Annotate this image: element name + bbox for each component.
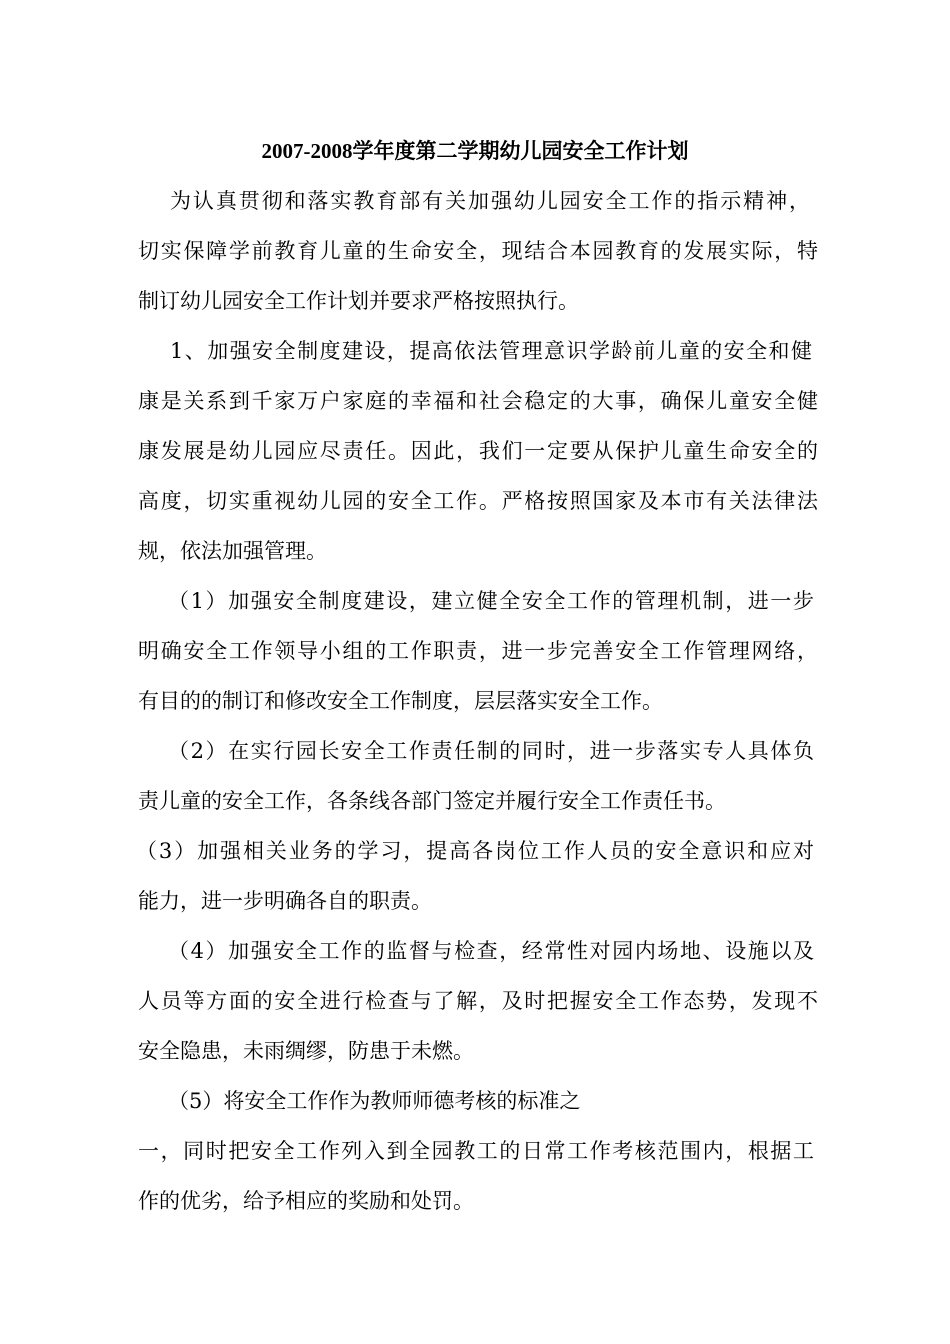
paragraph-line: 规，依法加强管理。 [138,539,327,563]
paragraph-line: 安全隐患，未雨绸缪，防患于未燃。 [138,1039,474,1063]
paragraph-line: （2）在实行园长安全工作责任制的同时，进一步落实专人具体负 [168,739,814,763]
paragraph-line: （1）加强安全制度建设，建立健全安全工作的管理机制，进一步 [168,589,814,613]
paragraph-line: 制订幼儿园安全工作计划并要求严格按照执行。 [138,289,579,313]
paragraph-line: （4）加强安全工作的监督与检查，经常性对园内场地、设施以及 [168,939,814,963]
paragraph-line: 康发展是幼儿园应尽责任。因此，我们一定要从保护儿童生命安全的 [138,439,818,463]
paragraph-line: 责儿童的安全工作，各条线各部门签定并履行安全工作责任书。 [138,789,726,813]
paragraph-line: 明确安全工作领导小组的工作职责，进一步完善安全工作管理网络， [138,639,818,663]
document-title: 2007-2008学年度第二学期幼儿园安全工作计划 [261,139,689,163]
paragraph-line: 有目的的制订和修改安全工作制度，层层落实安全工作。 [138,689,663,713]
paragraph-line: 1、加强安全制度建设，提高依法管理意识学龄前儿童的安全和健 [170,339,812,363]
paragraph-line: 一，同时把安全工作列入到全园教工的日常工作考核范围内，根据工 [138,1139,814,1163]
paragraph-line: 切实保障学前教育儿童的生命安全，现结合本园教育的发展实际，特 [138,239,818,263]
paragraph-line: 作的优劣，给予相应的奖励和处罚。 [138,1189,474,1213]
paragraph-line: 能力，进一步明确各自的职责。 [138,889,432,913]
paragraph-line: 人员等方面的安全进行检查与了解，及时把握安全工作态势，发现不 [138,989,818,1013]
paragraph-line: （5）将安全工作作为教师师德考核的标准之 [168,1089,581,1113]
paragraph-line: （3）加强相关业务的学习，提高各岗位工作人员的安全意识和应对 [136,839,814,863]
paragraph-line: 康是关系到千家万户家庭的幸福和社会稳定的大事，确保儿童安全健 [138,389,818,413]
paragraph-line: 为认真贯彻和落实教育部有关加强幼儿园安全工作的指示精神， [170,189,810,213]
paragraph-line: 高度，切实重视幼儿园的安全工作。严格按照国家及本市有关法律法 [138,489,818,513]
